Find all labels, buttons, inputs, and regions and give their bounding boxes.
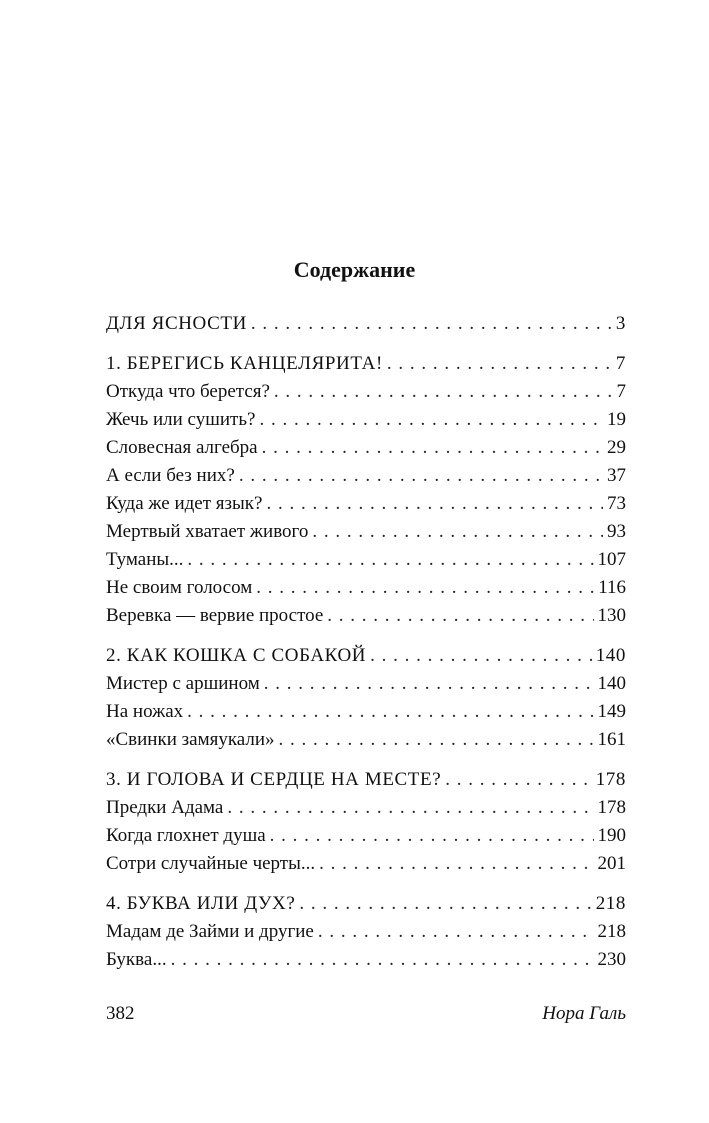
toc-chapter-row[interactable]	[106, 642, 626, 670]
toc-entry-page: 7	[616, 381, 626, 402]
table-of-contents	[106, 310, 626, 974]
toc-entry-label: 2. КАК КОШКА С СОБАКОЙ	[106, 645, 367, 666]
toc-entry-label: Жечь или сушить?	[106, 409, 256, 430]
toc-entry-label: Предки Адама	[106, 797, 224, 818]
toc-entry-page: 73	[607, 493, 626, 514]
toc-entry-page: 93	[607, 521, 626, 542]
toc-section-row[interactable]	[106, 670, 626, 698]
toc-section-row[interactable]	[106, 434, 626, 462]
dot-leader	[327, 602, 593, 630]
toc-entry-label: Сотри случайные черты...	[106, 853, 316, 874]
toc-entry-label: Откуда что берется?	[106, 381, 270, 402]
toc-entry-page: 149	[597, 701, 626, 722]
toc-entry-label: Туманы...	[106, 549, 184, 570]
toc-entry-page: 29	[607, 437, 626, 458]
toc-entry-label: Словесная алгебра	[106, 437, 258, 458]
dot-leader	[171, 946, 594, 974]
dot-leader	[370, 642, 592, 670]
toc-chapter-row[interactable]	[106, 890, 626, 918]
toc-section-row[interactable]	[106, 546, 626, 574]
dot-leader	[256, 574, 594, 602]
running-author: Нора Галь	[542, 1003, 626, 1024]
toc-entry-label: Мертвый хватает живого	[106, 521, 309, 542]
toc-section-row[interactable]	[106, 462, 626, 490]
dot-leader	[227, 794, 593, 822]
toc-entry-page: 178	[597, 797, 626, 818]
toc-section-row[interactable]	[106, 946, 626, 974]
toc-entry-label: Мадам де Займи и другие	[106, 921, 314, 942]
toc-entry-page: 19	[607, 409, 626, 430]
toc-entry-label: 4. БУКВА ИЛИ ДУХ?	[106, 893, 296, 914]
toc-entry-label: Веревка — вервие простое	[106, 605, 324, 626]
toc-entry-label: На ножах	[106, 701, 184, 722]
toc-section-row[interactable]	[106, 794, 626, 822]
toc-chapter-row[interactable]	[106, 310, 626, 338]
toc-entry-label: 1. БЕРЕГИСЬ КАНЦЕЛЯРИТА!	[106, 353, 383, 374]
toc-entry-label: Буква...	[106, 949, 167, 970]
toc-entry-label: ДЛЯ ЯСНОСТИ	[106, 313, 247, 334]
dot-leader	[319, 850, 593, 878]
toc-entry-label: А если без них?	[106, 465, 235, 486]
dot-leader	[312, 518, 603, 546]
toc-entry-page: 107	[597, 549, 626, 570]
toc-section-row[interactable]	[106, 602, 626, 630]
toc-entry-page: 37	[607, 465, 626, 486]
dot-leader	[262, 434, 603, 462]
dot-leader	[266, 490, 603, 518]
dot-leader	[274, 378, 612, 406]
dot-leader	[318, 918, 594, 946]
page-number: 382	[106, 1003, 135, 1024]
dot-leader	[299, 890, 591, 918]
toc-entry-label: Куда же идет язык?	[106, 493, 263, 514]
toc-entry-page: 140	[595, 645, 626, 666]
toc-entry-page: 230	[597, 949, 626, 970]
toc-entry-label: «Свинки замяукали»	[106, 729, 275, 750]
toc-chapter-row[interactable]	[106, 766, 626, 794]
toc-entry-page: 161	[597, 729, 626, 750]
dot-leader	[387, 350, 612, 378]
toc-entry-page: 3	[615, 313, 626, 334]
toc-section-row[interactable]	[106, 574, 626, 602]
toc-section-row[interactable]	[106, 406, 626, 434]
toc-entry-label: Мистер с аршином	[106, 673, 260, 694]
dot-leader	[279, 726, 594, 754]
toc-section-row[interactable]	[106, 822, 626, 850]
toc-entry-label: 3. И ГОЛОВА И СЕРДЦЕ НА МЕСТЕ?	[106, 769, 442, 790]
toc-section-row[interactable]	[106, 918, 626, 946]
page-footer	[106, 1000, 626, 1028]
toc-entry-page: 116	[598, 577, 626, 598]
toc-entry-page: 140	[597, 673, 626, 694]
dot-leader	[251, 310, 612, 338]
dot-leader	[445, 766, 591, 794]
toc-chapter-row[interactable]	[106, 350, 626, 378]
toc-entry-page: 218	[595, 893, 626, 914]
toc-entry-page: 178	[595, 769, 626, 790]
toc-section-row[interactable]	[106, 850, 626, 878]
toc-entry-page: 201	[597, 853, 626, 874]
dot-leader	[264, 670, 594, 698]
toc-entry-page: 190	[597, 825, 626, 846]
dot-leader	[259, 406, 603, 434]
dot-leader	[270, 822, 594, 850]
toc-entry-label: Не своим голосом	[106, 577, 253, 598]
dot-leader	[239, 462, 603, 490]
toc-section-row[interactable]	[106, 490, 626, 518]
dot-leader	[187, 698, 593, 726]
toc-section-row[interactable]	[106, 726, 626, 754]
toc-entry-page: 7	[615, 353, 626, 374]
toc-section-row[interactable]	[106, 518, 626, 546]
toc-entry-page: 218	[597, 921, 626, 942]
toc-entry-label: Когда глохнет душа	[106, 825, 266, 846]
page-title: Содержание	[293, 257, 416, 282]
toc-entry-page: 130	[597, 605, 626, 626]
toc-section-row[interactable]	[106, 378, 626, 406]
toc-section-row[interactable]	[106, 698, 626, 726]
dot-leader	[187, 546, 593, 574]
